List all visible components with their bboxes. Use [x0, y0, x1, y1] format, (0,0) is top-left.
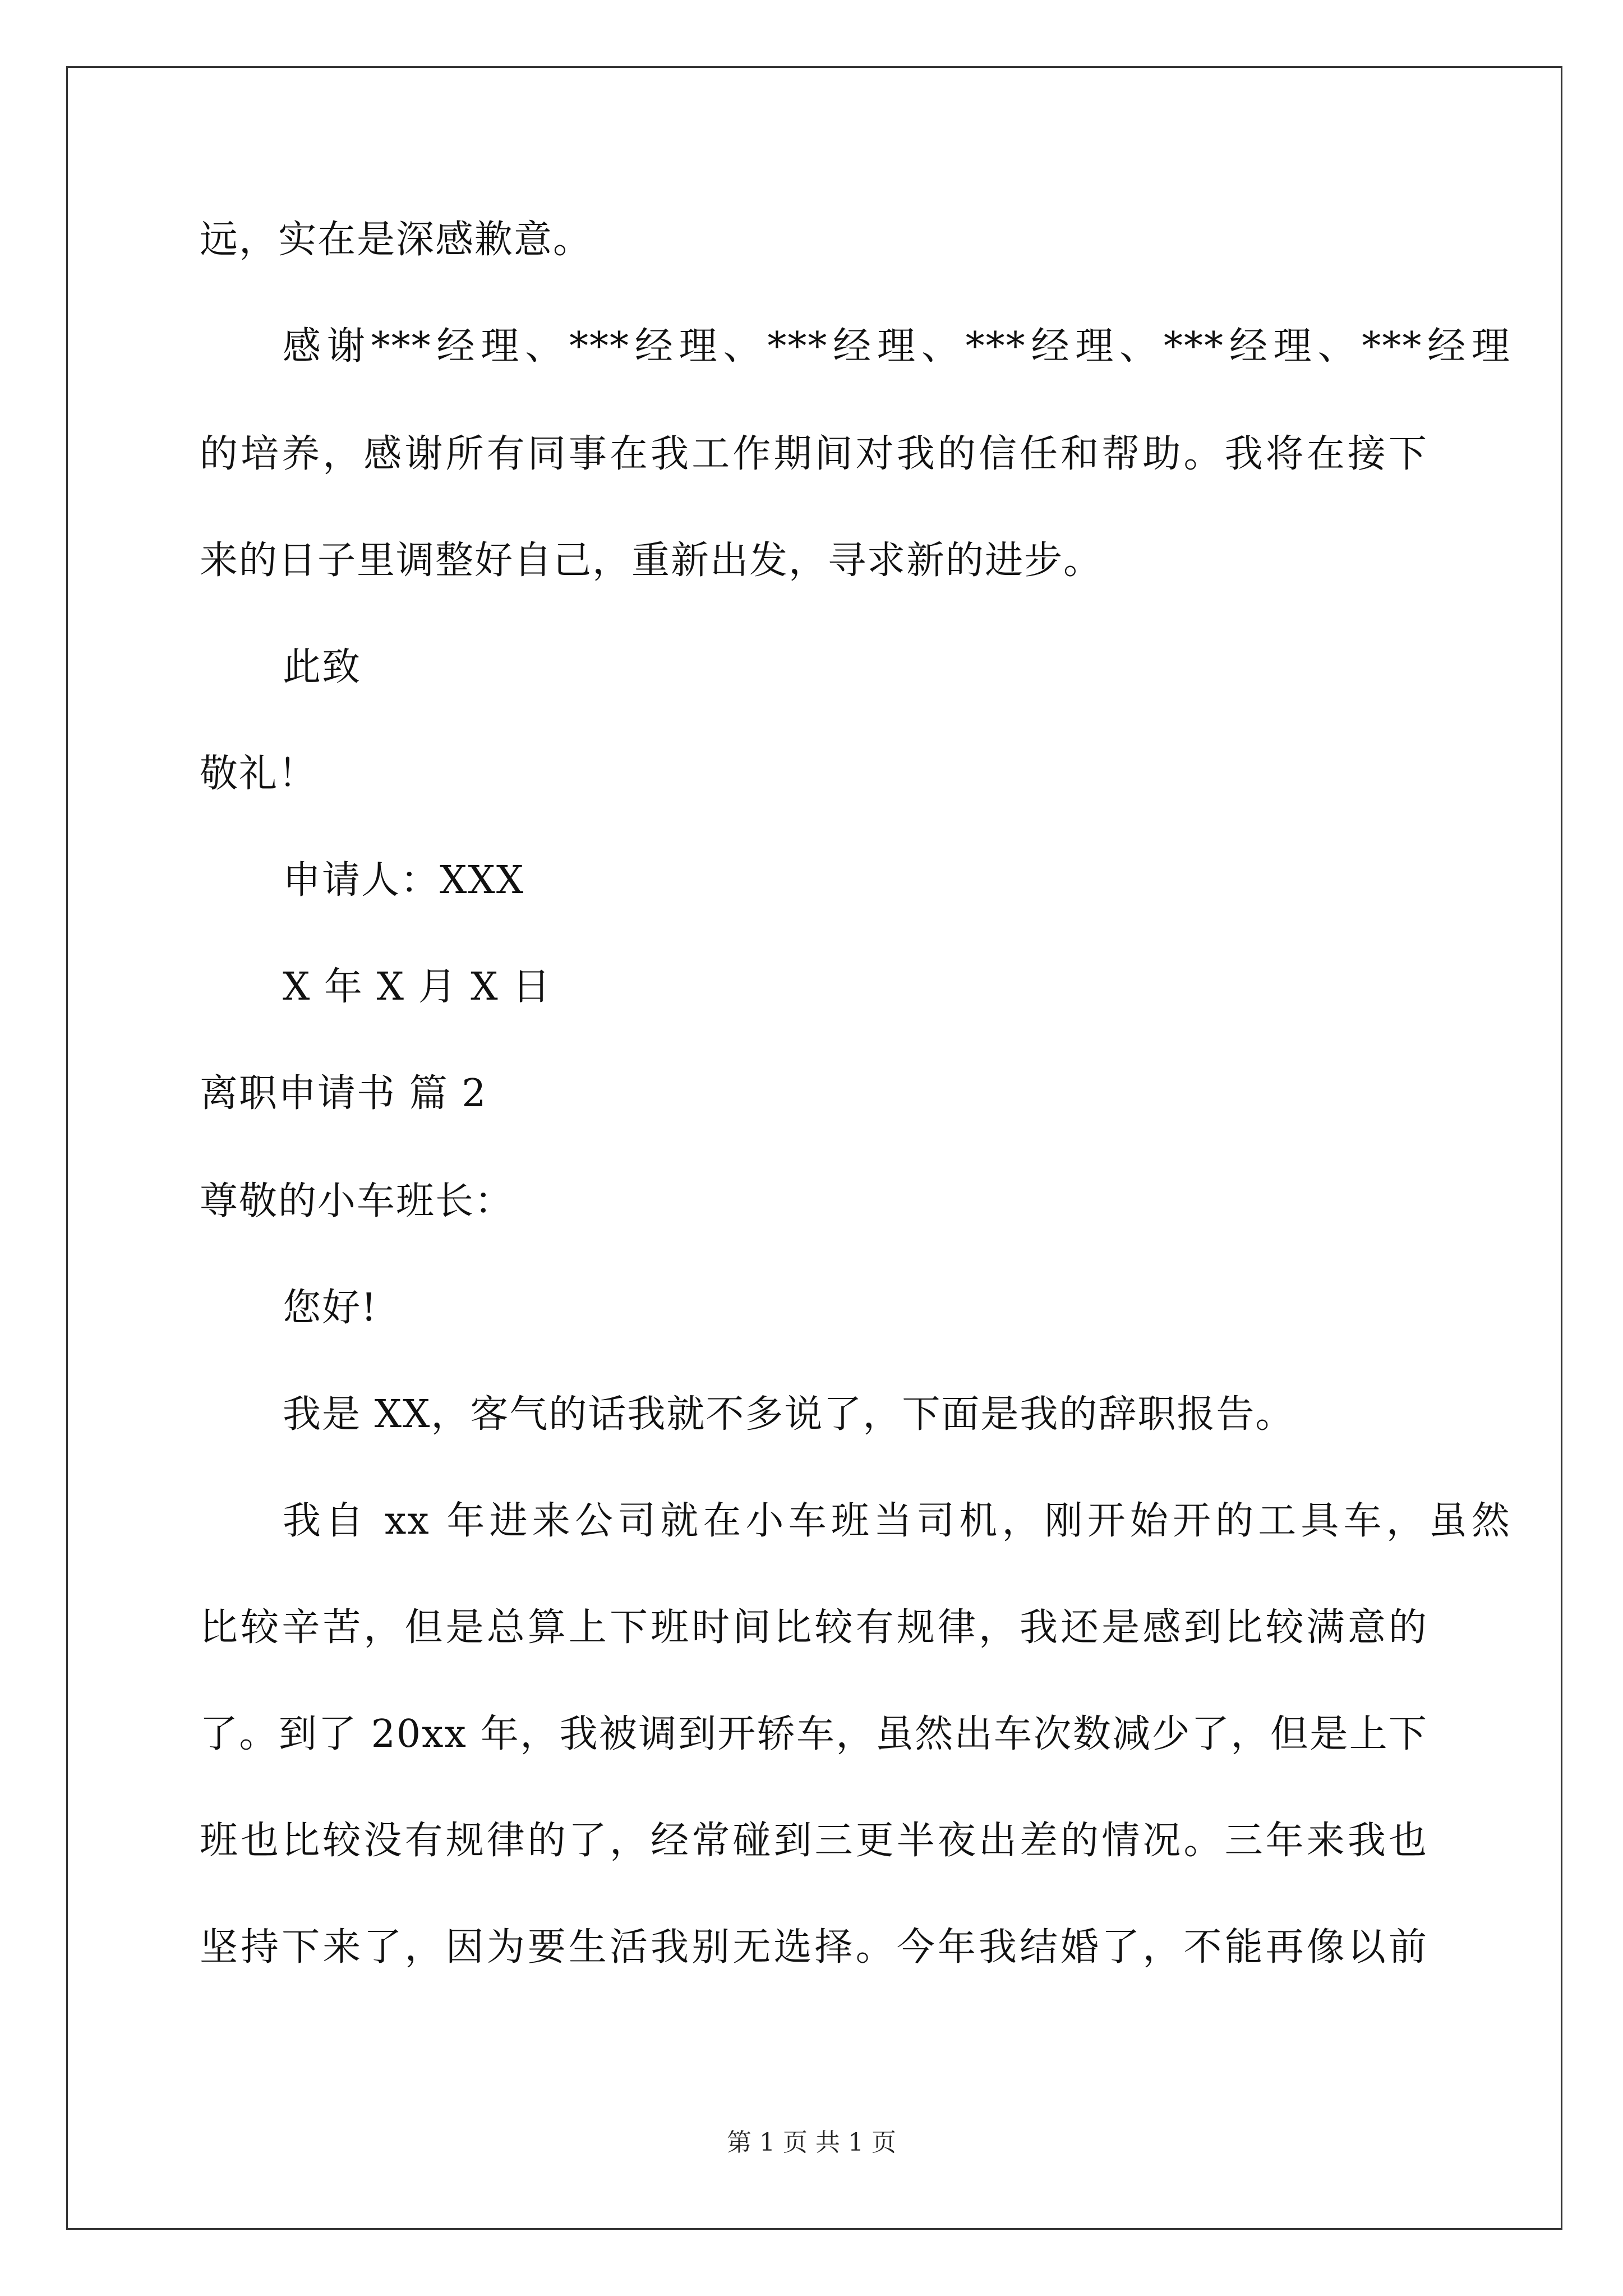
text-line: 我自 xx 年进来公司就在小车班当司机，刚开始开的工具车，虽然: [283, 1499, 1511, 1543]
text-line: 我是 XX，客气的话我就不多说了，下面是我的辞职报告。: [283, 1392, 1295, 1437]
text-line: 班也比较没有规律的了，经常碰到三更半夜出差的情况。三年来我也: [200, 1819, 1428, 1863]
text-line: 感谢***经理、***经理、***经理、***经理、***经理、***经理: [283, 324, 1511, 369]
text-line: X 年 X 月 X 日: [283, 965, 552, 1009]
text-line: 来的日子里调整好自己，重新出发，寻求新的进步。: [200, 539, 1103, 583]
text-line: 坚持下来了，因为要生活我别无选择。今年我结婚了，不能再像以前: [200, 1925, 1428, 1970]
section-heading: 离职申请书 篇 2: [200, 1071, 487, 1116]
text-line: 比较辛苦，但是总算上下班时间比较有规律，我还是感到比较满意的: [200, 1605, 1428, 1650]
text-line: 远，实在是深感歉意。: [200, 218, 593, 262]
text-line: 申请人：XXX: [283, 858, 525, 903]
text-line: 尊敬的小车班长：: [200, 1179, 514, 1223]
text-line: 的培养，感谢所有同事在我工作期间对我的信任和帮助。我将在接下: [200, 432, 1428, 476]
text-line: 敬礼！: [200, 752, 318, 796]
text-line: 此致: [283, 645, 362, 689]
text-line: 您好!: [283, 1286, 378, 1330]
page-border: [66, 66, 1562, 2230]
text-line: 了。到了 20xx 年，我被调到开轿车，虽然出车次数减少了，但是上下: [200, 1712, 1428, 1756]
page-footer: 第 1 页 共 1 页: [727, 2128, 896, 2157]
